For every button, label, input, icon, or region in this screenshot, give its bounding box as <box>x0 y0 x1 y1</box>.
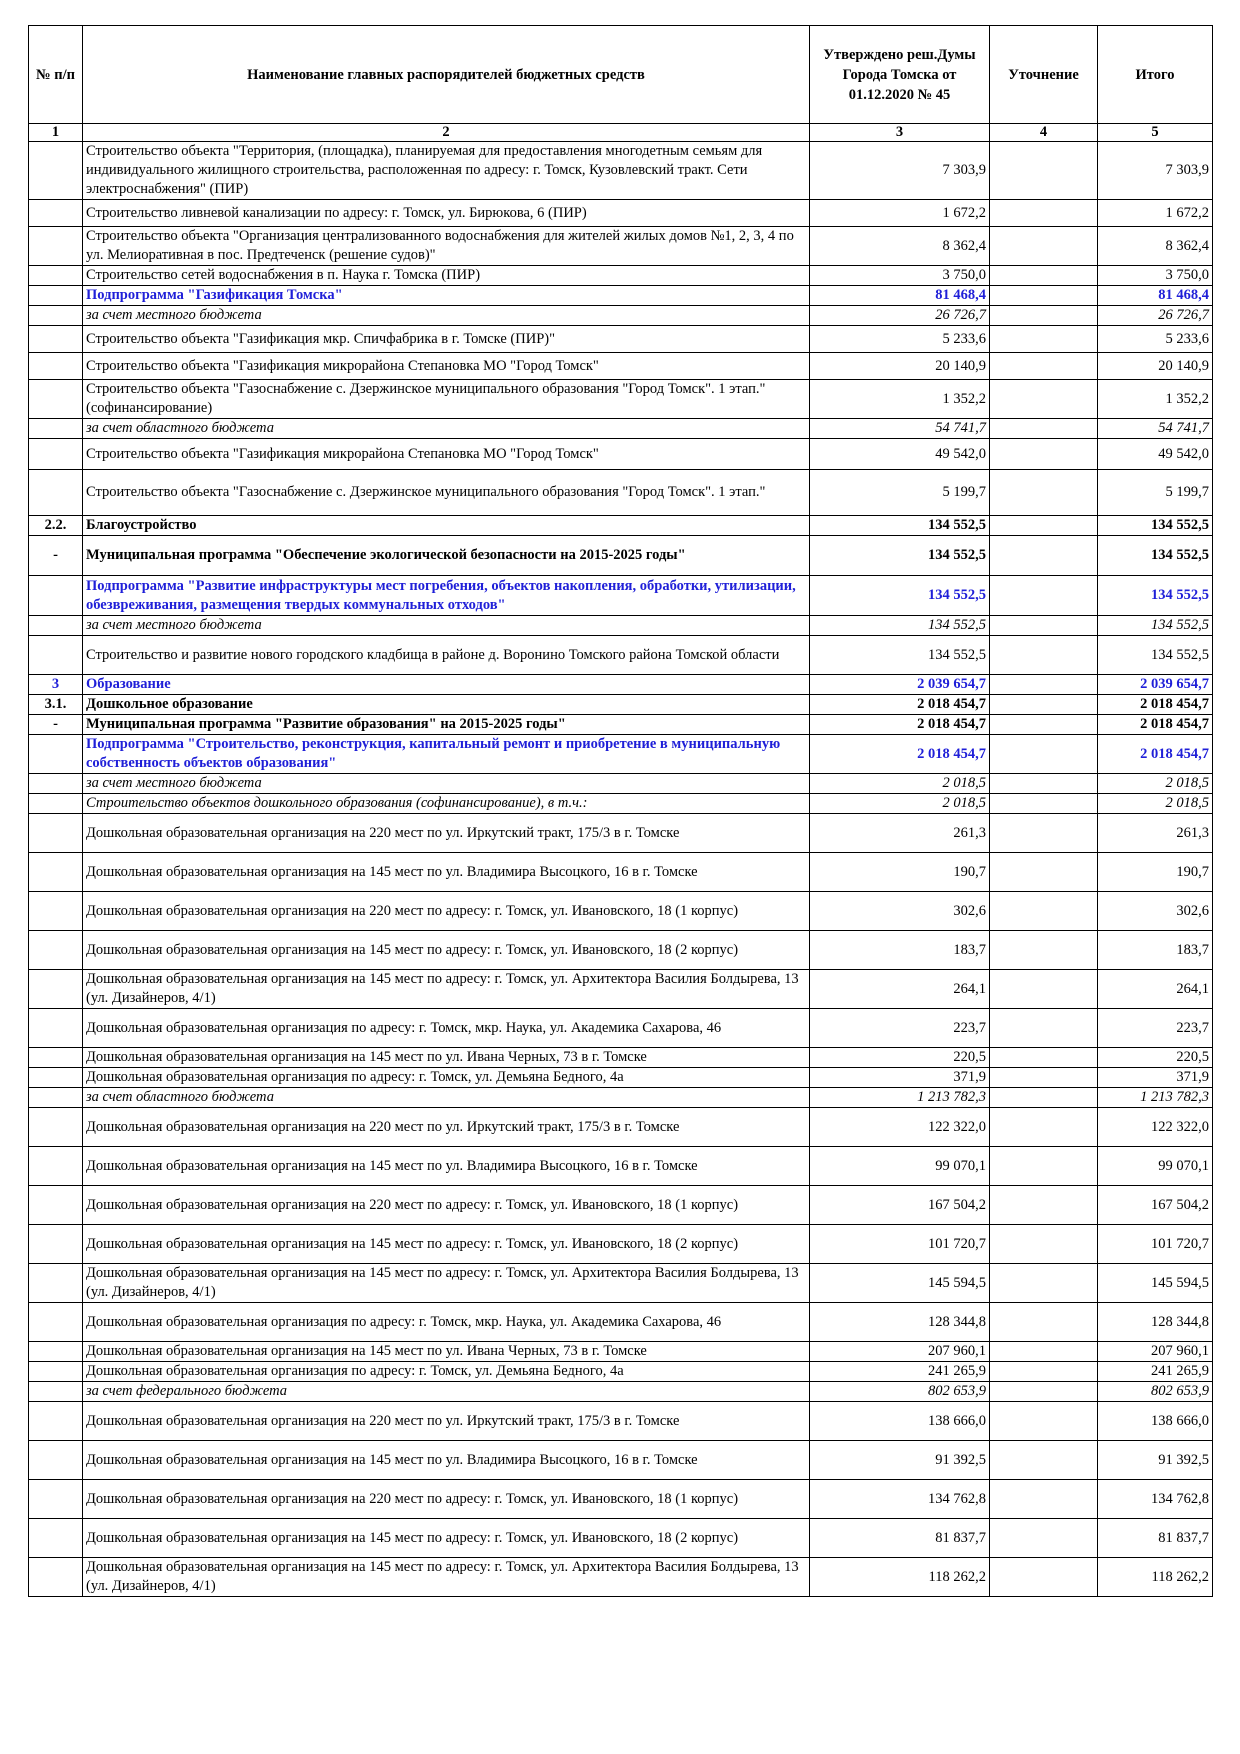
table-row <box>29 1225 1213 1264</box>
row-number <box>29 1068 83 1088</box>
row-approved-value: 8 362,4 <box>810 227 990 266</box>
row-number <box>29 1186 83 1225</box>
header-approved: Утверждено реш.Думы Города Томска от 01.12.2020 № 45 <box>810 26 990 124</box>
row-name: Благоустройство <box>83 516 810 536</box>
row-change-value <box>990 439 1098 470</box>
row-number <box>29 794 83 814</box>
row-number <box>29 1402 83 1441</box>
table-row <box>29 853 1213 892</box>
row-total-value: 134 552,5 <box>1098 576 1213 616</box>
row-approved-value: 261,3 <box>810 814 990 853</box>
row-change-value <box>990 1147 1098 1186</box>
row-change-value <box>990 576 1098 616</box>
row-approved-value: 122 322,0 <box>810 1108 990 1147</box>
table-row <box>29 1519 1213 1558</box>
row-total-value: 183,7 <box>1098 931 1213 970</box>
row-approved-value: 3 750,0 <box>810 266 990 286</box>
table-row <box>29 715 1213 735</box>
row-name: Строительство и развитие нового городского кладбища в районе д. Воронино Томского района Томской области <box>83 636 810 675</box>
row-name: Строительство ливневой канализации по адресу: г. Томск, ул. Бирюкова, 6 (ПИР) <box>83 200 810 227</box>
row-approved-value: 7 303,9 <box>810 142 990 200</box>
table-row <box>29 675 1213 695</box>
row-number <box>29 142 83 200</box>
row-total-value: 5 233,6 <box>1098 326 1213 353</box>
row-approved-value: 207 960,1 <box>810 1342 990 1362</box>
row-approved-value: 264,1 <box>810 970 990 1009</box>
row-total-value: 101 720,7 <box>1098 1225 1213 1264</box>
table-row <box>29 306 1213 326</box>
header-number: № п/п <box>29 26 83 124</box>
row-total-value: 54 741,7 <box>1098 419 1213 439</box>
row-approved-value: 2 018,5 <box>810 794 990 814</box>
table-row <box>29 774 1213 794</box>
table-row <box>29 286 1213 306</box>
row-total-value: 3 750,0 <box>1098 266 1213 286</box>
table-row <box>29 326 1213 353</box>
row-approved-value: 145 594,5 <box>810 1264 990 1303</box>
row-total-value: 91 392,5 <box>1098 1441 1213 1480</box>
row-change-value <box>990 675 1098 695</box>
row-number: - <box>29 536 83 576</box>
row-number <box>29 266 83 286</box>
row-name: Дошкольная образовательная организация на 145 мест по адресу: г. Томск, ул. Ивановского, 18 (2 корпус) <box>83 931 810 970</box>
row-approved-value: 134 552,5 <box>810 536 990 576</box>
row-total-value: 26 726,7 <box>1098 306 1213 326</box>
table-header <box>29 26 1213 142</box>
table-row <box>29 227 1213 266</box>
row-total-value: 122 322,0 <box>1098 1108 1213 1147</box>
row-total-value: 261,3 <box>1098 814 1213 853</box>
row-number <box>29 931 83 970</box>
row-total-value: 8 362,4 <box>1098 227 1213 266</box>
row-total-value: 2 018,5 <box>1098 794 1213 814</box>
row-number <box>29 419 83 439</box>
row-name: Дошкольная образовательная организация по адресу: г. Томск, ул. Демьяна Бедного, 4а <box>83 1362 810 1382</box>
row-number <box>29 1382 83 1402</box>
row-name: Дошкольная образовательная организация на 145 мест по ул. Ивана Черных, 73 в г. Томске <box>83 1048 810 1068</box>
row-approved-value: 5 199,7 <box>810 470 990 516</box>
row-change-value <box>990 470 1098 516</box>
table-row <box>29 1362 1213 1382</box>
table-row <box>29 536 1213 576</box>
row-change-value <box>990 715 1098 735</box>
row-name: Строительство объекта "Газификация мкр. Спичфабрика в г. Томске (ПИР)" <box>83 326 810 353</box>
budget-table <box>28 25 1213 1597</box>
table-row <box>29 695 1213 715</box>
row-name: Дошкольная образовательная организация на 220 мест по адресу: г. Томск, ул. Ивановского, 18 (1 корпус) <box>83 892 810 931</box>
row-total-value: 49 542,0 <box>1098 439 1213 470</box>
row-change-value <box>990 306 1098 326</box>
row-change-value <box>990 931 1098 970</box>
row-change-value <box>990 794 1098 814</box>
row-total-value: 134 762,8 <box>1098 1480 1213 1519</box>
row-name: Дошкольное образование <box>83 695 810 715</box>
row-total-value: 118 262,2 <box>1098 1558 1213 1597</box>
row-number: 3 <box>29 675 83 695</box>
table-row <box>29 814 1213 853</box>
row-name: Строительство объекта "Организация централизованного водоснабжения для жителей жилых домов №1, 2, 3, 4 по ул. Мелиоративная в пос. Предтеченск (решение судов)" <box>83 227 810 266</box>
row-total-value: 241 265,9 <box>1098 1362 1213 1382</box>
row-change-value <box>990 1362 1098 1382</box>
row-approved-value: 99 070,1 <box>810 1147 990 1186</box>
row-name: за счет федерального бюджета <box>83 1382 810 1402</box>
row-number <box>29 1342 83 1362</box>
row-number <box>29 1362 83 1382</box>
row-change-value <box>990 1402 1098 1441</box>
row-name: Подпрограмма "Газификация Томска" <box>83 286 810 306</box>
row-total-value: 134 552,5 <box>1098 516 1213 536</box>
row-name: за счет местного бюджета <box>83 306 810 326</box>
row-number <box>29 774 83 794</box>
row-name: Дошкольная образовательная организация по адресу: г. Томск, мкр. Наука, ул. Академика Сахарова, 46 <box>83 1303 810 1342</box>
row-change-value <box>990 326 1098 353</box>
row-approved-value: 223,7 <box>810 1009 990 1048</box>
row-approved-value: 20 140,9 <box>810 353 990 380</box>
column-number-3: 3 <box>810 124 990 142</box>
row-name: за счет областного бюджета <box>83 1088 810 1108</box>
row-total-value: 802 653,9 <box>1098 1382 1213 1402</box>
row-number <box>29 1480 83 1519</box>
row-approved-value: 2 039 654,7 <box>810 675 990 695</box>
row-name: Строительство объекта "Газоснабжение с. Дзержинское муниципального образования "Город Томск". 1 этап." <box>83 470 810 516</box>
row-change-value <box>990 536 1098 576</box>
row-total-value: 145 594,5 <box>1098 1264 1213 1303</box>
row-number <box>29 380 83 419</box>
row-number <box>29 735 83 774</box>
row-total-value: 1 213 782,3 <box>1098 1088 1213 1108</box>
table-row <box>29 1048 1213 1068</box>
row-change-value <box>990 853 1098 892</box>
row-number <box>29 616 83 636</box>
row-name: Строительство объекта "Газоснабжение с. Дзержинское муниципального образования "Город Томск". 1 этап." (софинансирование) <box>83 380 810 419</box>
row-name: Дошкольная образовательная организация по адресу: г. Томск, ул. Демьяна Бедного, 4а <box>83 1068 810 1088</box>
row-approved-value: 167 504,2 <box>810 1186 990 1225</box>
row-name: Дошкольная образовательная организация на 220 мест по ул. Иркутский тракт, 175/3 в г. Томске <box>83 814 810 853</box>
row-change-value <box>990 266 1098 286</box>
column-number-1: 1 <box>29 124 83 142</box>
row-total-value: 167 504,2 <box>1098 1186 1213 1225</box>
row-number <box>29 892 83 931</box>
table-row <box>29 1342 1213 1362</box>
row-change-value <box>990 1009 1098 1048</box>
row-approved-value: 134 762,8 <box>810 1480 990 1519</box>
row-total-value: 220,5 <box>1098 1048 1213 1068</box>
table-row <box>29 892 1213 931</box>
row-change-value <box>990 1558 1098 1597</box>
table-row <box>29 470 1213 516</box>
row-change-value <box>990 892 1098 931</box>
row-number <box>29 576 83 616</box>
row-change-value <box>990 1264 1098 1303</box>
row-change-value <box>990 636 1098 675</box>
row-approved-value: 1 352,2 <box>810 380 990 419</box>
row-number <box>29 1441 83 1480</box>
table-row <box>29 1009 1213 1048</box>
table-row <box>29 1402 1213 1441</box>
row-change-value <box>990 200 1098 227</box>
row-name: Дошкольная образовательная организация на 145 мест по ул. Владимира Высоцкого, 16 в г. Томске <box>83 853 810 892</box>
row-number <box>29 306 83 326</box>
table-row <box>29 1382 1213 1402</box>
row-change-value <box>990 142 1098 200</box>
table-row <box>29 419 1213 439</box>
row-approved-value: 241 265,9 <box>810 1362 990 1382</box>
row-total-value: 5 199,7 <box>1098 470 1213 516</box>
row-number: 3.1. <box>29 695 83 715</box>
column-number-2: 2 <box>83 124 810 142</box>
table-row <box>29 200 1213 227</box>
table-row <box>29 970 1213 1009</box>
row-approved-value: 134 552,5 <box>810 636 990 675</box>
row-change-value <box>990 616 1098 636</box>
row-total-value: 371,9 <box>1098 1068 1213 1088</box>
row-name: Дошкольная образовательная организация на 145 мест по адресу: г. Томск, ул. Архитектора Василия Болдырева, 13 (ул. Дизайнеров, 4/1) <box>83 1264 810 1303</box>
row-name: за счет местного бюджета <box>83 774 810 794</box>
row-number <box>29 1519 83 1558</box>
row-approved-value: 1 672,2 <box>810 200 990 227</box>
row-approved-value: 5 233,6 <box>810 326 990 353</box>
row-name: Дошкольная образовательная организация на 145 мест по адресу: г. Томск, ул. Ивановского, 18 (2 корпус) <box>83 1225 810 1264</box>
row-name: Дошкольная образовательная организация на 145 мест по ул. Владимира Высоцкого, 16 в г. Томске <box>83 1441 810 1480</box>
table-row <box>29 516 1213 536</box>
row-total-value: 2 018 454,7 <box>1098 695 1213 715</box>
row-change-value <box>990 353 1098 380</box>
row-approved-value: 134 552,5 <box>810 576 990 616</box>
column-number-5: 5 <box>1098 124 1213 142</box>
table-row <box>29 576 1213 616</box>
row-approved-value: 2 018,5 <box>810 774 990 794</box>
row-approved-value: 118 262,2 <box>810 1558 990 1597</box>
row-approved-value: 134 552,5 <box>810 516 990 536</box>
row-total-value: 134 552,5 <box>1098 536 1213 576</box>
row-number <box>29 853 83 892</box>
row-name: за счет областного бюджета <box>83 419 810 439</box>
row-total-value: 99 070,1 <box>1098 1147 1213 1186</box>
table-row <box>29 1303 1213 1342</box>
row-change-value <box>990 1048 1098 1068</box>
row-number <box>29 200 83 227</box>
row-number <box>29 227 83 266</box>
row-change-value <box>990 286 1098 306</box>
row-total-value: 264,1 <box>1098 970 1213 1009</box>
table-row <box>29 266 1213 286</box>
row-approved-value: 371,9 <box>810 1068 990 1088</box>
row-number <box>29 1558 83 1597</box>
table-row <box>29 1108 1213 1147</box>
row-total-value: 134 552,5 <box>1098 616 1213 636</box>
row-number <box>29 970 83 1009</box>
row-change-value <box>990 695 1098 715</box>
row-number <box>29 1264 83 1303</box>
row-change-value <box>990 1088 1098 1108</box>
table-row <box>29 1441 1213 1480</box>
row-approved-value: 190,7 <box>810 853 990 892</box>
table-row <box>29 1088 1213 1108</box>
row-number <box>29 636 83 675</box>
row-name: Строительство объекта "Газификация микрорайона Степановка МО "Город Томск" <box>83 439 810 470</box>
row-name: Подпрограмма "Развитие инфраструктуры мест погребения, объектов накопления, обработки, утилизации, обезвреживания, размещения твердых коммунальных отходов" <box>83 576 810 616</box>
row-name: Дошкольная образовательная организация по адресу: г. Томск, мкр. Наука, ул. Академика Сахарова, 46 <box>83 1009 810 1048</box>
row-approved-value: 54 741,7 <box>810 419 990 439</box>
row-change-value <box>990 1225 1098 1264</box>
row-number <box>29 1225 83 1264</box>
row-name: за счет местного бюджета <box>83 616 810 636</box>
row-total-value: 190,7 <box>1098 853 1213 892</box>
table-row <box>29 735 1213 774</box>
row-change-value <box>990 814 1098 853</box>
table-row <box>29 439 1213 470</box>
row-name: Дошкольная образовательная организация на 145 мест по адресу: г. Томск, ул. Архитектора Василия Болдырева, 13 (ул. Дизайнеров, 4/1) <box>83 970 810 1009</box>
row-name: Подпрограмма "Строительство, реконструкция, капитальный ремонт и приобретение в муниципальную собственность объектов образования" <box>83 735 810 774</box>
row-change-value <box>990 1068 1098 1088</box>
row-approved-value: 183,7 <box>810 931 990 970</box>
row-name: Муниципальная программа "Обеспечение экологической безопасности на 2015-2025 годы" <box>83 536 810 576</box>
row-number <box>29 326 83 353</box>
row-number: 2.2. <box>29 516 83 536</box>
table-row <box>29 616 1213 636</box>
row-total-value: 128 344,8 <box>1098 1303 1213 1342</box>
row-approved-value: 138 666,0 <box>810 1402 990 1441</box>
row-name: Дошкольная образовательная организация на 145 мест по адресу: г. Томск, ул. Ивановского, 18 (2 корпус) <box>83 1519 810 1558</box>
document-page <box>28 25 1212 1597</box>
row-number <box>29 1108 83 1147</box>
row-total-value: 81 837,7 <box>1098 1519 1213 1558</box>
row-number <box>29 353 83 380</box>
table-row <box>29 1480 1213 1519</box>
row-approved-value: 81 837,7 <box>810 1519 990 1558</box>
row-name: Строительство сетей водоснабжения в п. Наука г. Томска (ПИР) <box>83 266 810 286</box>
row-total-value: 1 672,2 <box>1098 200 1213 227</box>
row-approved-value: 2 018 454,7 <box>810 735 990 774</box>
row-number <box>29 1147 83 1186</box>
row-change-value <box>990 774 1098 794</box>
row-name: Муниципальная программа "Развитие образования" на 2015-2025 годы" <box>83 715 810 735</box>
table-row <box>29 636 1213 675</box>
row-approved-value: 802 653,9 <box>810 1382 990 1402</box>
row-total-value: 2 018 454,7 <box>1098 735 1213 774</box>
row-number <box>29 1009 83 1048</box>
row-number <box>29 814 83 853</box>
row-approved-value: 49 542,0 <box>810 439 990 470</box>
row-approved-value: 2 018 454,7 <box>810 715 990 735</box>
row-total-value: 2 039 654,7 <box>1098 675 1213 695</box>
table-row <box>29 1186 1213 1225</box>
row-change-value <box>990 1441 1098 1480</box>
table-row <box>29 380 1213 419</box>
row-change-value <box>990 1519 1098 1558</box>
row-approved-value: 2 018 454,7 <box>810 695 990 715</box>
row-change-value <box>990 227 1098 266</box>
row-number <box>29 439 83 470</box>
row-total-value: 1 352,2 <box>1098 380 1213 419</box>
row-name: Дошкольная образовательная организация на 220 мест по ул. Иркутский тракт, 175/3 в г. Томске <box>83 1402 810 1441</box>
row-total-value: 134 552,5 <box>1098 636 1213 675</box>
row-number <box>29 1048 83 1068</box>
row-approved-value: 302,6 <box>810 892 990 931</box>
row-approved-value: 26 726,7 <box>810 306 990 326</box>
table-row <box>29 353 1213 380</box>
header-total: Итого <box>1098 26 1213 124</box>
row-change-value <box>990 970 1098 1009</box>
row-approved-value: 134 552,5 <box>810 616 990 636</box>
row-number <box>29 470 83 516</box>
row-approved-value: 220,5 <box>810 1048 990 1068</box>
column-number-4: 4 <box>990 124 1098 142</box>
table-row <box>29 931 1213 970</box>
table-row <box>29 1068 1213 1088</box>
row-change-value <box>990 1186 1098 1225</box>
table-body <box>29 142 1213 1597</box>
row-total-value: 223,7 <box>1098 1009 1213 1048</box>
row-change-value <box>990 516 1098 536</box>
row-change-value <box>990 1303 1098 1342</box>
table-row <box>29 1264 1213 1303</box>
row-name: Дошкольная образовательная организация на 145 мест по ул. Ивана Черных, 73 в г. Томске <box>83 1342 810 1362</box>
row-approved-value: 91 392,5 <box>810 1441 990 1480</box>
row-change-value <box>990 380 1098 419</box>
row-approved-value: 128 344,8 <box>810 1303 990 1342</box>
row-number <box>29 286 83 306</box>
row-number <box>29 1303 83 1342</box>
row-name: Строительство объектов дошкольного образования (софинансирование), в т.ч.: <box>83 794 810 814</box>
table-row <box>29 1147 1213 1186</box>
header-name: Наименование главных распорядителей бюджетных средств <box>83 26 810 124</box>
row-change-value <box>990 1342 1098 1362</box>
header-change: Уточнение <box>990 26 1098 124</box>
row-number <box>29 1088 83 1108</box>
row-total-value: 302,6 <box>1098 892 1213 931</box>
row-approved-value: 1 213 782,3 <box>810 1088 990 1108</box>
row-approved-value: 101 720,7 <box>810 1225 990 1264</box>
row-change-value <box>990 1108 1098 1147</box>
table-row <box>29 1558 1213 1597</box>
row-total-value: 81 468,4 <box>1098 286 1213 306</box>
row-total-value: 138 666,0 <box>1098 1402 1213 1441</box>
row-number: - <box>29 715 83 735</box>
row-name: Образование <box>83 675 810 695</box>
row-change-value <box>990 735 1098 774</box>
row-change-value <box>990 419 1098 439</box>
row-total-value: 2 018,5 <box>1098 774 1213 794</box>
row-name: Дошкольная образовательная организация на 220 мест по адресу: г. Томск, ул. Ивановского, 18 (1 корпус) <box>83 1186 810 1225</box>
row-change-value <box>990 1382 1098 1402</box>
table-row <box>29 142 1213 200</box>
row-total-value: 207 960,1 <box>1098 1342 1213 1362</box>
row-name: Дошкольная образовательная организация на 145 мест по адресу: г. Томск, ул. Архитектора Василия Болдырева, 13 (ул. Дизайнеров, 4/1) <box>83 1558 810 1597</box>
row-name: Дошкольная образовательная организация на 220 мест по ул. Иркутский тракт, 175/3 в г. Томске <box>83 1108 810 1147</box>
row-approved-value: 81 468,4 <box>810 286 990 306</box>
row-total-value: 20 140,9 <box>1098 353 1213 380</box>
row-change-value <box>990 1480 1098 1519</box>
table-row <box>29 794 1213 814</box>
row-name: Строительство объекта "Газификация микрорайона Степановка МО "Город Томск" <box>83 353 810 380</box>
row-name: Строительство объекта "Территория, (площадка), планируемая для предоставления многодетным семьям для индивидуального жилищного строительства, расположенная по адресу: г. Томск, Кузовлевский тракт. Сети электроснабжения" (ПИР) <box>83 142 810 200</box>
row-total-value: 7 303,9 <box>1098 142 1213 200</box>
row-name: Дошкольная образовательная организация на 220 мест по адресу: г. Томск, ул. Ивановского, 18 (1 корпус) <box>83 1480 810 1519</box>
row-name: Дошкольная образовательная организация на 145 мест по ул. Владимира Высоцкого, 16 в г. Томске <box>83 1147 810 1186</box>
row-total-value: 2 018 454,7 <box>1098 715 1213 735</box>
